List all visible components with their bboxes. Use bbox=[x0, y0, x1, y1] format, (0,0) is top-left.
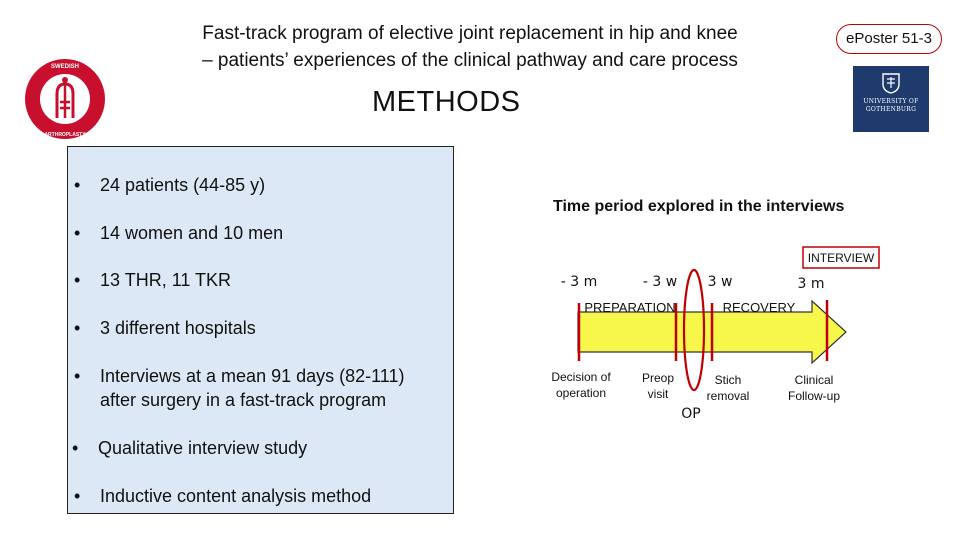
event-label: visit bbox=[647, 387, 669, 401]
svg-text:ARTHROPLASTY: ARTHROPLASTY bbox=[44, 132, 86, 138]
tick-label: - 3 w bbox=[642, 274, 678, 290]
event-label: Clinical bbox=[794, 373, 834, 387]
event-label: operation bbox=[555, 386, 607, 400]
bullet-marker: • bbox=[74, 175, 81, 195]
interview-label: INTERVIEW bbox=[807, 251, 875, 265]
event-label: Decision of bbox=[551, 370, 611, 384]
bullet-marker: • bbox=[74, 366, 81, 386]
tick-label: 3 m bbox=[797, 276, 825, 292]
bullet-marker: • bbox=[74, 223, 81, 243]
phase-recovery: RECOVERY bbox=[722, 300, 796, 315]
poster-title-line-1: Fast-track program of elective joint replacement in hip and knee bbox=[202, 23, 738, 44]
bullet-text: Interviews at a mean 91 days (82-111) bbox=[100, 366, 405, 386]
eposter-badge: ePoster 51-3 bbox=[836, 24, 942, 54]
bullet-text: 3 different hospitals bbox=[100, 318, 256, 338]
section-heading: METHODS bbox=[372, 86, 521, 118]
bullet-marker: • bbox=[74, 318, 81, 338]
event-label: Preop bbox=[641, 371, 675, 385]
bullet-text: 13 THR, 11 TKR bbox=[100, 270, 232, 290]
bullet-text-continued: after surgery in a fast-track program bbox=[100, 390, 387, 410]
bullet-text: Inductive content analysis method bbox=[100, 486, 372, 506]
svg-text:SWEDISH: SWEDISH bbox=[50, 64, 80, 70]
event-label: Follow-up bbox=[787, 389, 841, 403]
phase-preparation: PREPARATION bbox=[584, 300, 676, 315]
timeline-title: Time period explored in the interviews bbox=[553, 198, 845, 215]
event-label: Stich bbox=[714, 373, 742, 387]
bullet-text: 24 patients (44-85 y) bbox=[100, 175, 266, 195]
bullet-text: 14 women and 10 men bbox=[100, 223, 284, 243]
op-label: OP bbox=[681, 406, 701, 422]
tick-label: - 3 m bbox=[560, 274, 598, 290]
bullet-text: Qualitative interview study bbox=[98, 438, 308, 458]
poster-title-line-2: – patients’ experiences of the clinical pathway and care process bbox=[202, 50, 738, 71]
bullet-marker: • bbox=[72, 438, 79, 458]
logo-text-line-2: GOTHENBURG bbox=[865, 106, 917, 113]
event-label: removal bbox=[706, 389, 750, 403]
tick-label: 3 w bbox=[707, 274, 733, 290]
bullet-marker: • bbox=[74, 486, 81, 506]
logo-text-line-1: UNIVERSITY OF bbox=[863, 98, 919, 105]
bullet-marker: • bbox=[74, 270, 81, 290]
